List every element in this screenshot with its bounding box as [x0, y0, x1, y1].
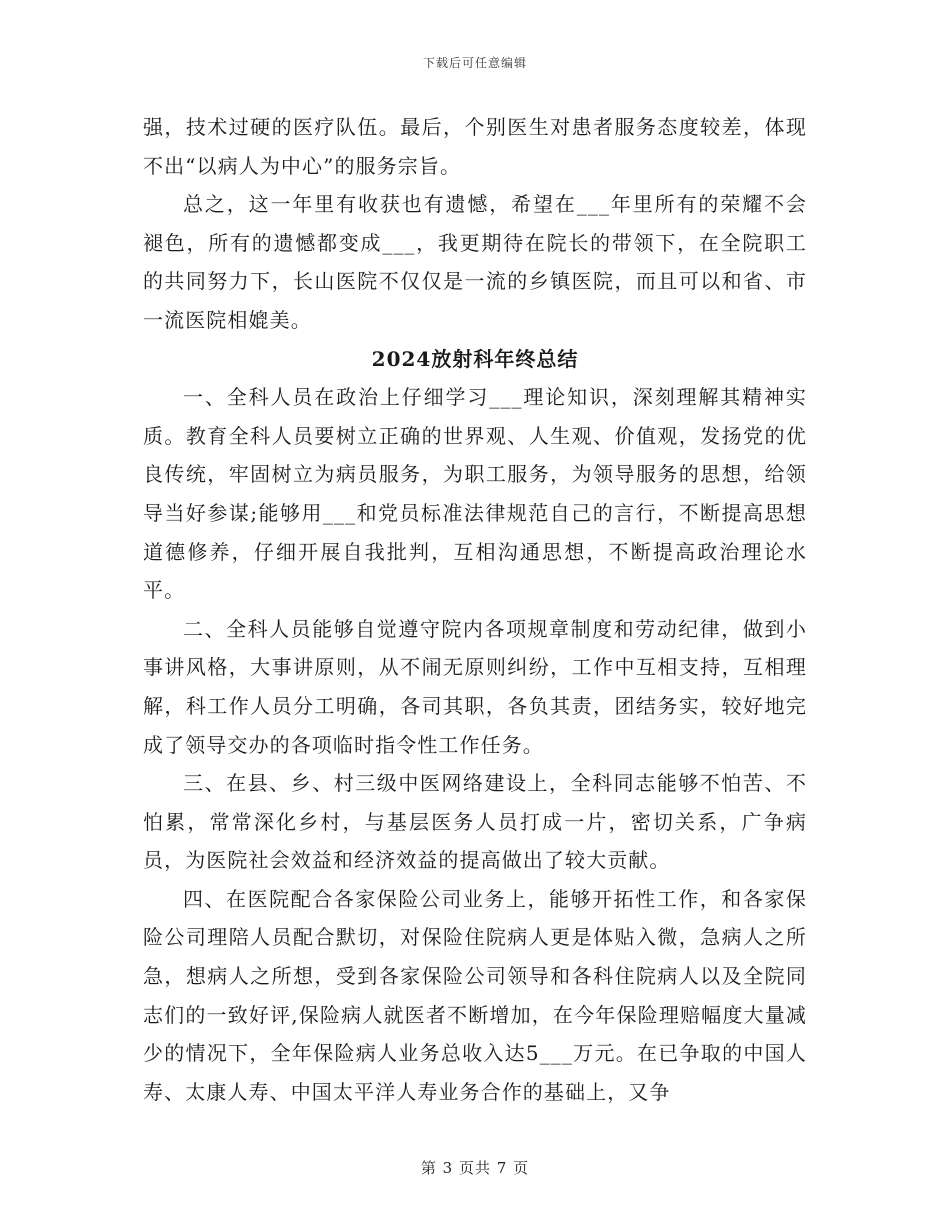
page-number: 第 3 页共 7 页 — [420, 1159, 530, 1177]
paragraph-item-4: 四、在医院配合各家保险公司业务上，能够开拓性工作，和各家保险公司理陪人员配合默切，对保险住院病人更是体贴入微，急病人之所急，想病人之所想，受到各家保险公司领导和各科住院病人以及全院同志们的一致好评,保险病人就医者不断增加，在今年保险理赔幅度大量减少的情况下，全年保险病人业务总收入达5___万元。在已争取的中国人寿、太康人寿、中国太平洋人寿业务合作的基础上，又争 — [143, 886, 807, 1104]
paragraph-item-3: 三、在县、乡、村三级中医网络建设上，全科同志能够不怕苦、不怕累，常常深化乡村，与基层医务人员打成一片，密切关系，广争病员，为医院社会效益和经济效益的提高做出了较大贡献。 — [143, 771, 807, 873]
document-body — [143, 108, 807, 1111]
paragraph-item-1: 一、全科人员在政治上仔细学习___理论知识，深刻理解其精神实质。教育全科人员要树立正确的世界观、人生观、价值观，发扬党的优良传统，牢固树立为病员服务，为职工服务，为领导服务的思想，给领导当好参谋;能够用___和党员标准法律规范自己的言行，不断提高思想道德修养，仔细开展自我批判，互相沟通思想，不断提高政治理论水平。 — [143, 385, 807, 603]
paragraph-summary: 总之，这一年里有收获也有遗憾，希望在___年里所有的荣耀不会褪色，所有的遗憾都变成___，我更期待在院长的带领下，在全院职工的共同努力下，长山医院不仅仅是一流的乡镇医院，而且可以和省、市一流医院相媲美。 — [143, 192, 807, 332]
section-title: 2024放射科年终总结 — [371, 346, 579, 371]
page-header-note: 下载后可任意编辑 — [422, 56, 527, 70]
paragraph-item-2: 二、全科人员能够自觉遵守院内各项规章制度和劳动纪律，做到小事讲风格，大事讲原则，从不闹无原则纠纷，工作中互相支持，互相理解，科工作人员分工明确，各司其职，各负其责，团结务实，较好地完成了领导交办的各项临时指令性工作任务。 — [143, 616, 807, 757]
paragraph-continuation: 强，技术过硬的医疗队伍。最后，个别医生对患者服务态度较差，体现不出“以病人为中心”的服务宗旨。 — [143, 115, 807, 178]
